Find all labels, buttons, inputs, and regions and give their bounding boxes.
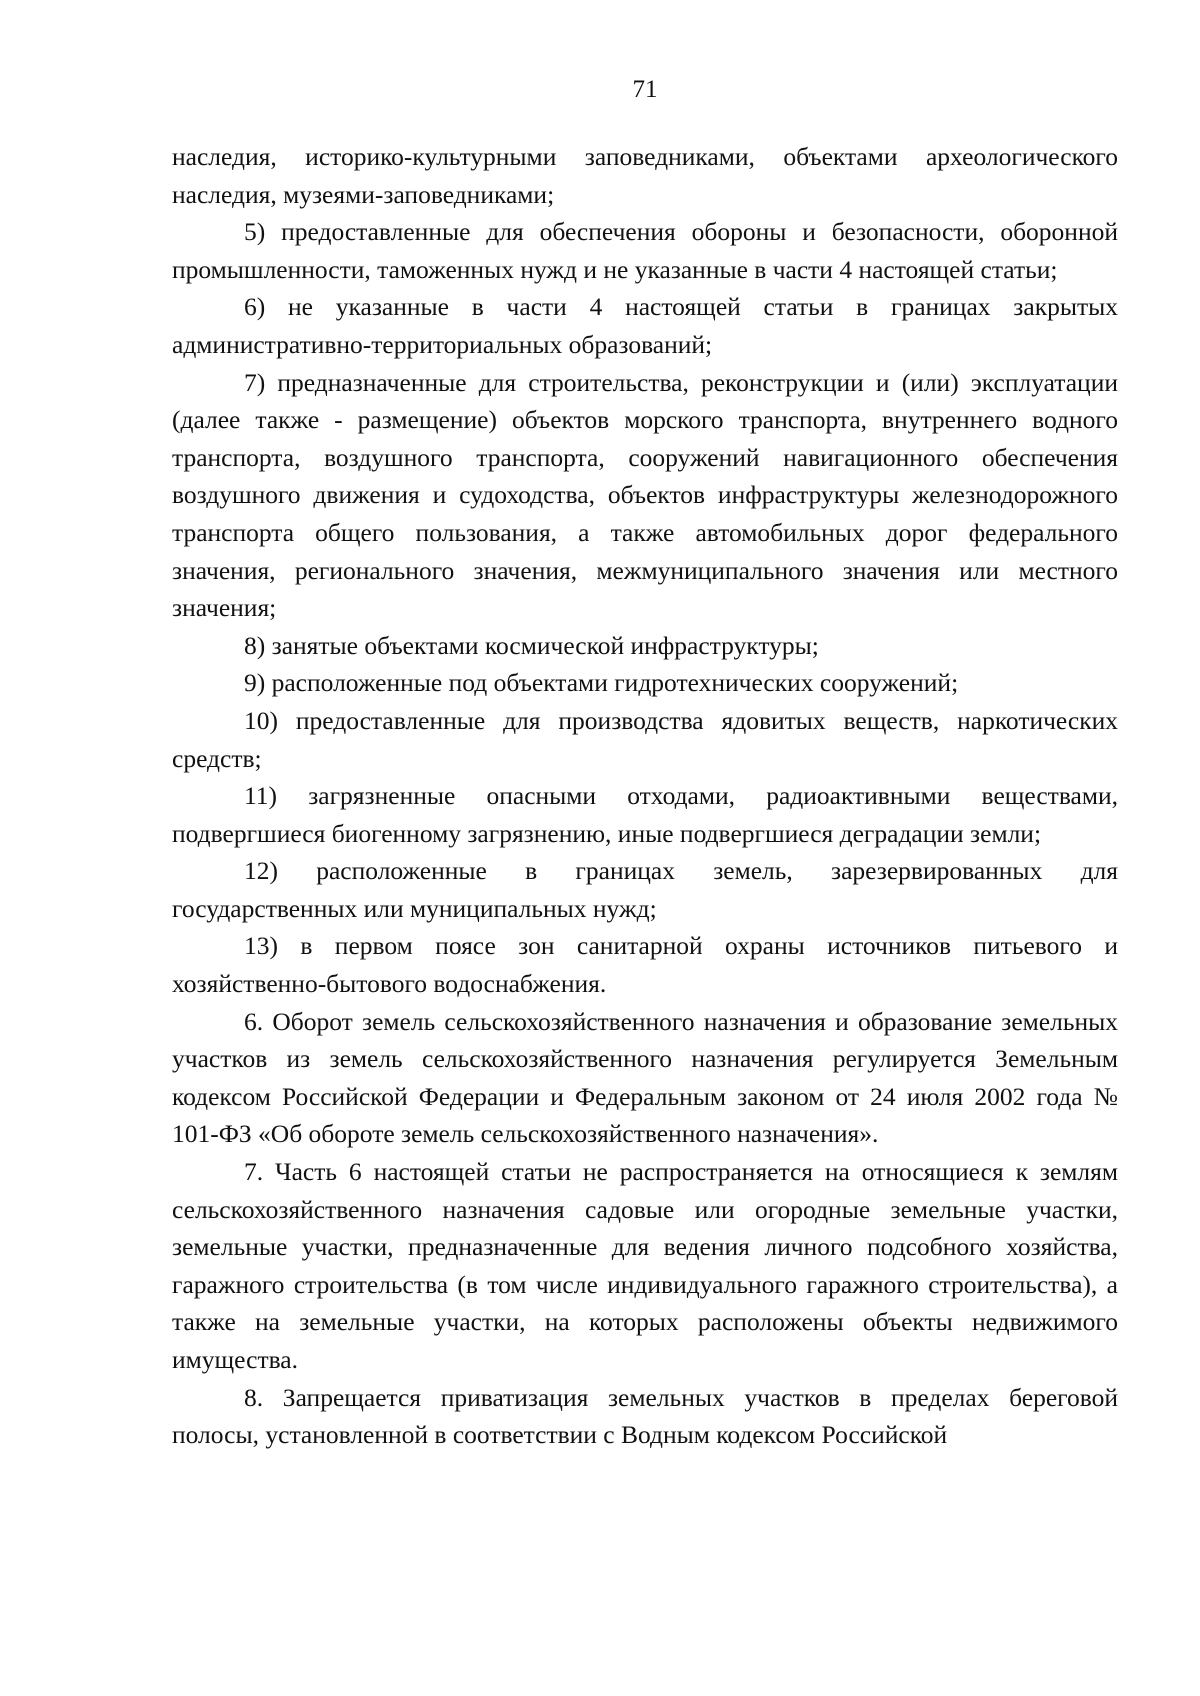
clause-8: 8. Запрещается приватизация земельных участков в пределах береговой полосы, установленной в соответствии с Водным кодексом Российской	[172, 1382, 1118, 1450]
list-item-13: 13) в первом поясе зон санитарной охраны источников питьевого и хозяйственно-бытового водоснабжения.	[172, 931, 1118, 999]
list-item-7: 7) предназначенные для строительства, реконструкции и (или) эксплуатации (далее также - размещение) объектов морского транспорта, внутреннего водного транспорта, воздушного транспорта, сооружений навигационного обеспечения воздушного движения и судоходства, объектов инфраструктуры железнодорожного транспорта общего пользования, а также автомобильных дорог федерального значения, регионального значения, межмуниципального значения или местного значения;	[172, 367, 1118, 623]
page-number: 71	[632, 76, 658, 103]
paragraph-continuation: наследия, историко-культурными заповедниками, объектами археологического наследия, музеями-заповедниками;	[172, 142, 1118, 209]
clause-6: 6. Оборот земель сельскохозяйственного назначения и образование земельных участков из земель сельскохозяйственного назначения регулируется Земельным кодексом Российской Федерации и Федеральным законом от 24 июля 2002 года № 101-ФЗ «Об обороте земель сельскохозяйственного назначения».	[172, 1006, 1118, 1149]
list-item-10: 10) предоставленные для производства ядовитых веществ, наркотических средств;	[172, 705, 1118, 773]
list-item-11: 11) загрязненные опасными отходами, радиоактивными веществами, подвергшиеся биогенному загрязнению, иные подвергшиеся деградации земли;	[172, 781, 1118, 848]
list-item-9: 9) расположенные под объектами гидротехнических сооружений;	[244, 668, 959, 698]
list-item-6: 6) не указанные в части 4 настоящей статьи в границах закрытых административно-территориальных образований;	[172, 292, 1118, 359]
document-body	[172, 138, 1118, 1454]
document-page	[172, 70, 1118, 1454]
list-item-5: 5) предоставленные для обеспечения обороны и безопасности, оборонной промышленности, таможенных нужд и не указанные в части 4 настоящей статьи;	[172, 217, 1118, 284]
clause-7: 7. Часть 6 настоящей статьи не распространяется на относящиеся к землям сельскохозяйственного назначения садовые или огородные земельные участки, земельные участки, предназначенные для ведения личного подсобного хозяйства, гаражного строительства (в том числе индивидуального гаражного строительства), а также на земельные участки, на которых расположены объекты недвижимого имущества.	[172, 1157, 1118, 1374]
list-item-12: 12) расположенные в границах земель, зарезервированных для государственных или муниципальных нужд;	[172, 856, 1118, 923]
list-item-8: 8) занятые объектами космической инфраструктуры;	[244, 630, 819, 660]
